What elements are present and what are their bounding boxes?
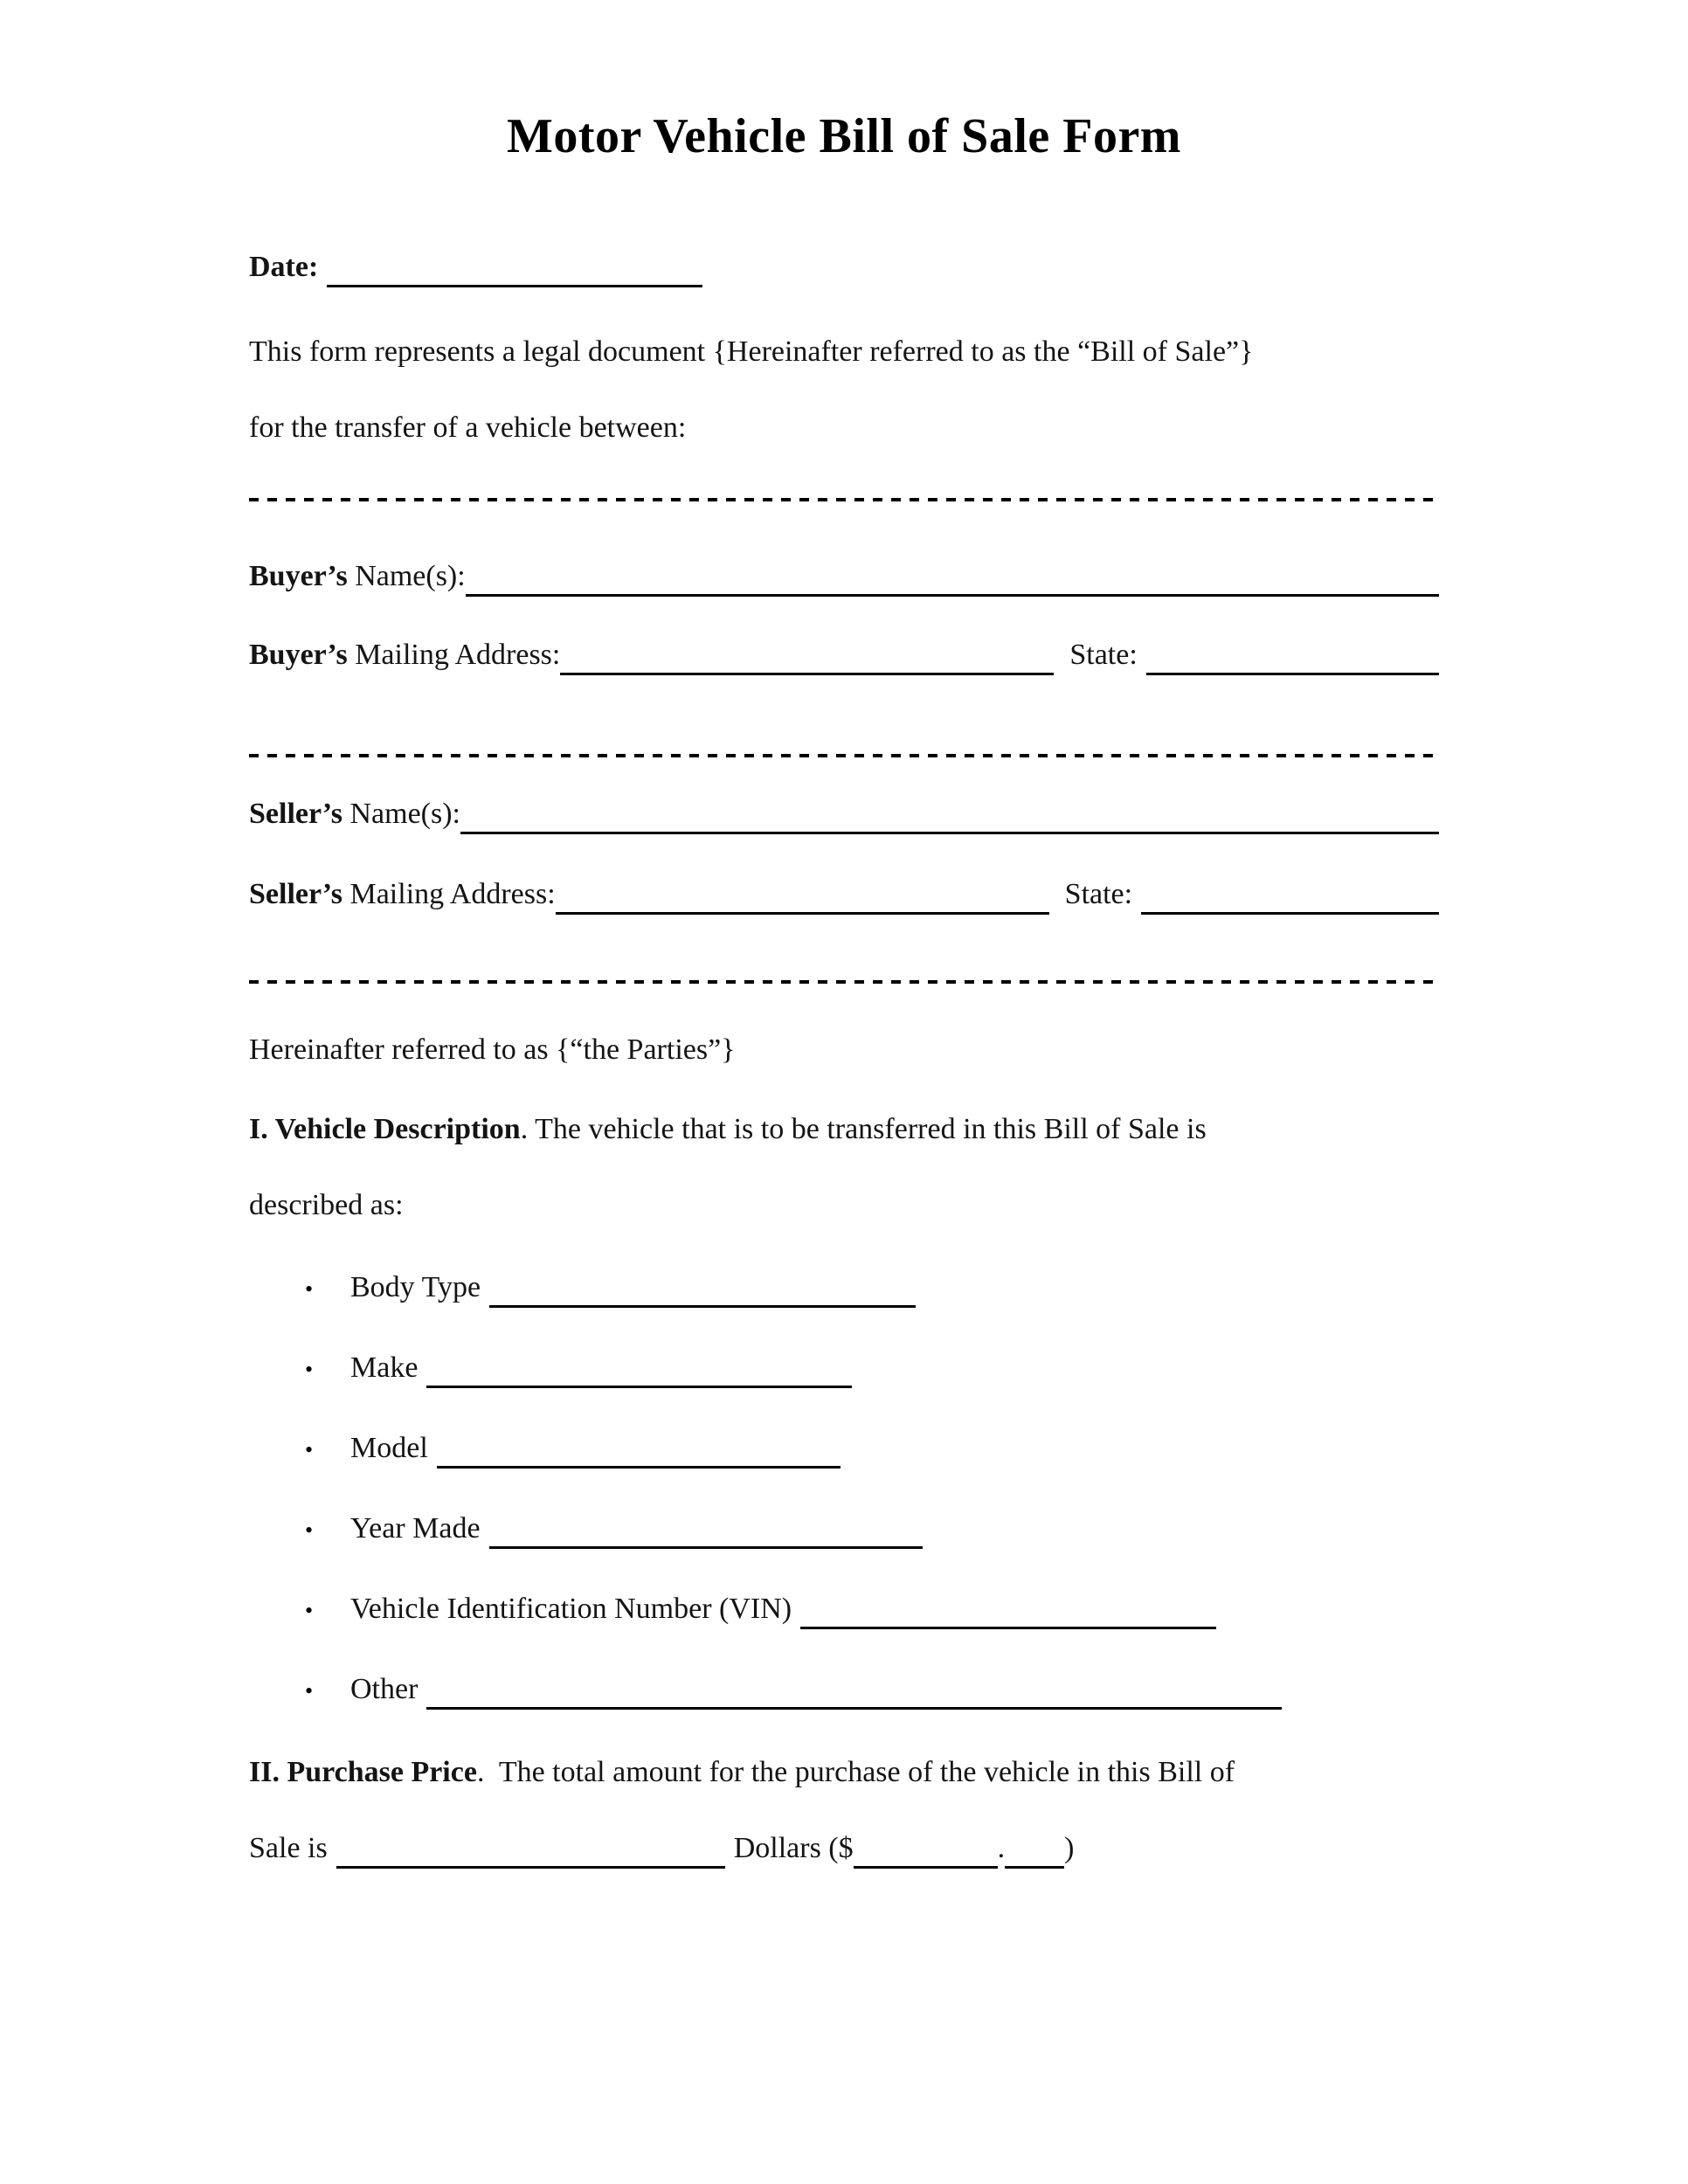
closing-paren: ) [1064, 1832, 1075, 1864]
other-label: Other [350, 1673, 419, 1705]
vehicle-description-list [249, 1248, 1439, 1731]
dashed-separator-2 [249, 754, 1439, 757]
bullet-icon: • [305, 1678, 314, 1704]
bullet-icon: • [305, 1437, 314, 1462]
bullet-icon: • [305, 1357, 314, 1382]
make-label: Make [350, 1351, 419, 1384]
buyer-name-fill-line[interactable] [466, 559, 1439, 597]
list-item-other [249, 1650, 1439, 1731]
list-item-year-made [249, 1489, 1439, 1570]
list-item-body-type [249, 1248, 1439, 1329]
make-fill-line[interactable] [426, 1351, 852, 1388]
year-made-label: Year Made [350, 1512, 481, 1545]
buyer-state-fill-line[interactable] [1146, 638, 1439, 675]
list-item-model [249, 1409, 1439, 1489]
section-2-text: . The total amount for the purchase of the vehicle in this Bill of [476, 1756, 1235, 1788]
section-2-line-2 [249, 1810, 1439, 1886]
model-label: Model [350, 1432, 428, 1464]
page-title: Motor Vehicle Bill of Sale Form [507, 109, 1181, 163]
parties-note: Hereinafter referred to as {“the Parties”} [249, 1033, 736, 1066]
date-label: Date: [249, 251, 319, 283]
dollar-amount-fill-line[interactable] [854, 1831, 998, 1869]
section-1-paragraph [249, 1091, 1439, 1243]
section-2-heading: II. Purchase Price [249, 1756, 477, 1788]
intro-line-1: This form represents a legal document {Hereinafter referred to as the “Bill of Sale”} [249, 335, 1254, 368]
buyer-state-label: State: [1069, 639, 1138, 671]
sale-is-label: Sale is [249, 1832, 328, 1864]
date-row [249, 248, 1439, 287]
section-1-text: . The vehicle that is to be transferred in this Bill of Sale is [520, 1113, 1207, 1145]
section-1-line-1 [249, 1091, 1439, 1167]
seller-address-fill-line[interactable] [556, 877, 1049, 915]
bullet-icon: • [305, 1276, 314, 1302]
list-item-vin [249, 1570, 1439, 1650]
dashed-separator-3 [249, 980, 1439, 984]
vin-label: Vehicle Identification Number (VIN) [350, 1593, 792, 1625]
year-made-fill-line[interactable] [489, 1511, 923, 1549]
seller-name-row [249, 795, 1439, 834]
seller-name-fill-line[interactable] [460, 797, 1439, 834]
buyer-address-row [249, 636, 1439, 675]
list-item-make [249, 1329, 1439, 1409]
section-2-paragraph [249, 1734, 1439, 1886]
seller-state-label: State: [1064, 878, 1133, 910]
cents-fill-line[interactable] [1005, 1831, 1064, 1869]
buyer-name-label: Buyer’s Name(s): [249, 560, 466, 592]
section-2-line-1 [249, 1734, 1439, 1810]
other-fill-line[interactable] [426, 1672, 1282, 1710]
buyer-name-row [249, 557, 1439, 597]
seller-state-fill-line[interactable] [1141, 877, 1439, 915]
section-1-heading: I. Vehicle Description [249, 1113, 521, 1145]
seller-address-label: Seller’s Mailing Address: [249, 878, 556, 910]
vin-fill-line[interactable] [800, 1592, 1216, 1629]
dashed-separator-1 [249, 498, 1439, 501]
model-fill-line[interactable] [437, 1431, 841, 1469]
bullet-icon: • [305, 1598, 314, 1623]
intro-line-2: for the transfer of a vehicle between: [249, 411, 687, 444]
buyer-address-fill-line[interactable] [560, 638, 1054, 675]
buyer-address-label: Buyer’s Mailing Address: [249, 639, 561, 671]
bullet-icon: • [305, 1517, 314, 1543]
seller-address-row [249, 875, 1439, 915]
seller-name-label: Seller’s Name(s): [249, 798, 460, 830]
date-fill-line[interactable] [327, 250, 702, 287]
body-type-label: Body Type [350, 1271, 481, 1303]
body-type-fill-line[interactable] [489, 1270, 916, 1308]
intro-paragraph [249, 314, 1439, 466]
dollars-label: Dollars ($ [733, 1832, 854, 1864]
decimal-separator: . [997, 1832, 1006, 1864]
section-1-line-2: described as: [249, 1189, 404, 1221]
sale-amount-fill-line[interactable] [336, 1831, 725, 1869]
